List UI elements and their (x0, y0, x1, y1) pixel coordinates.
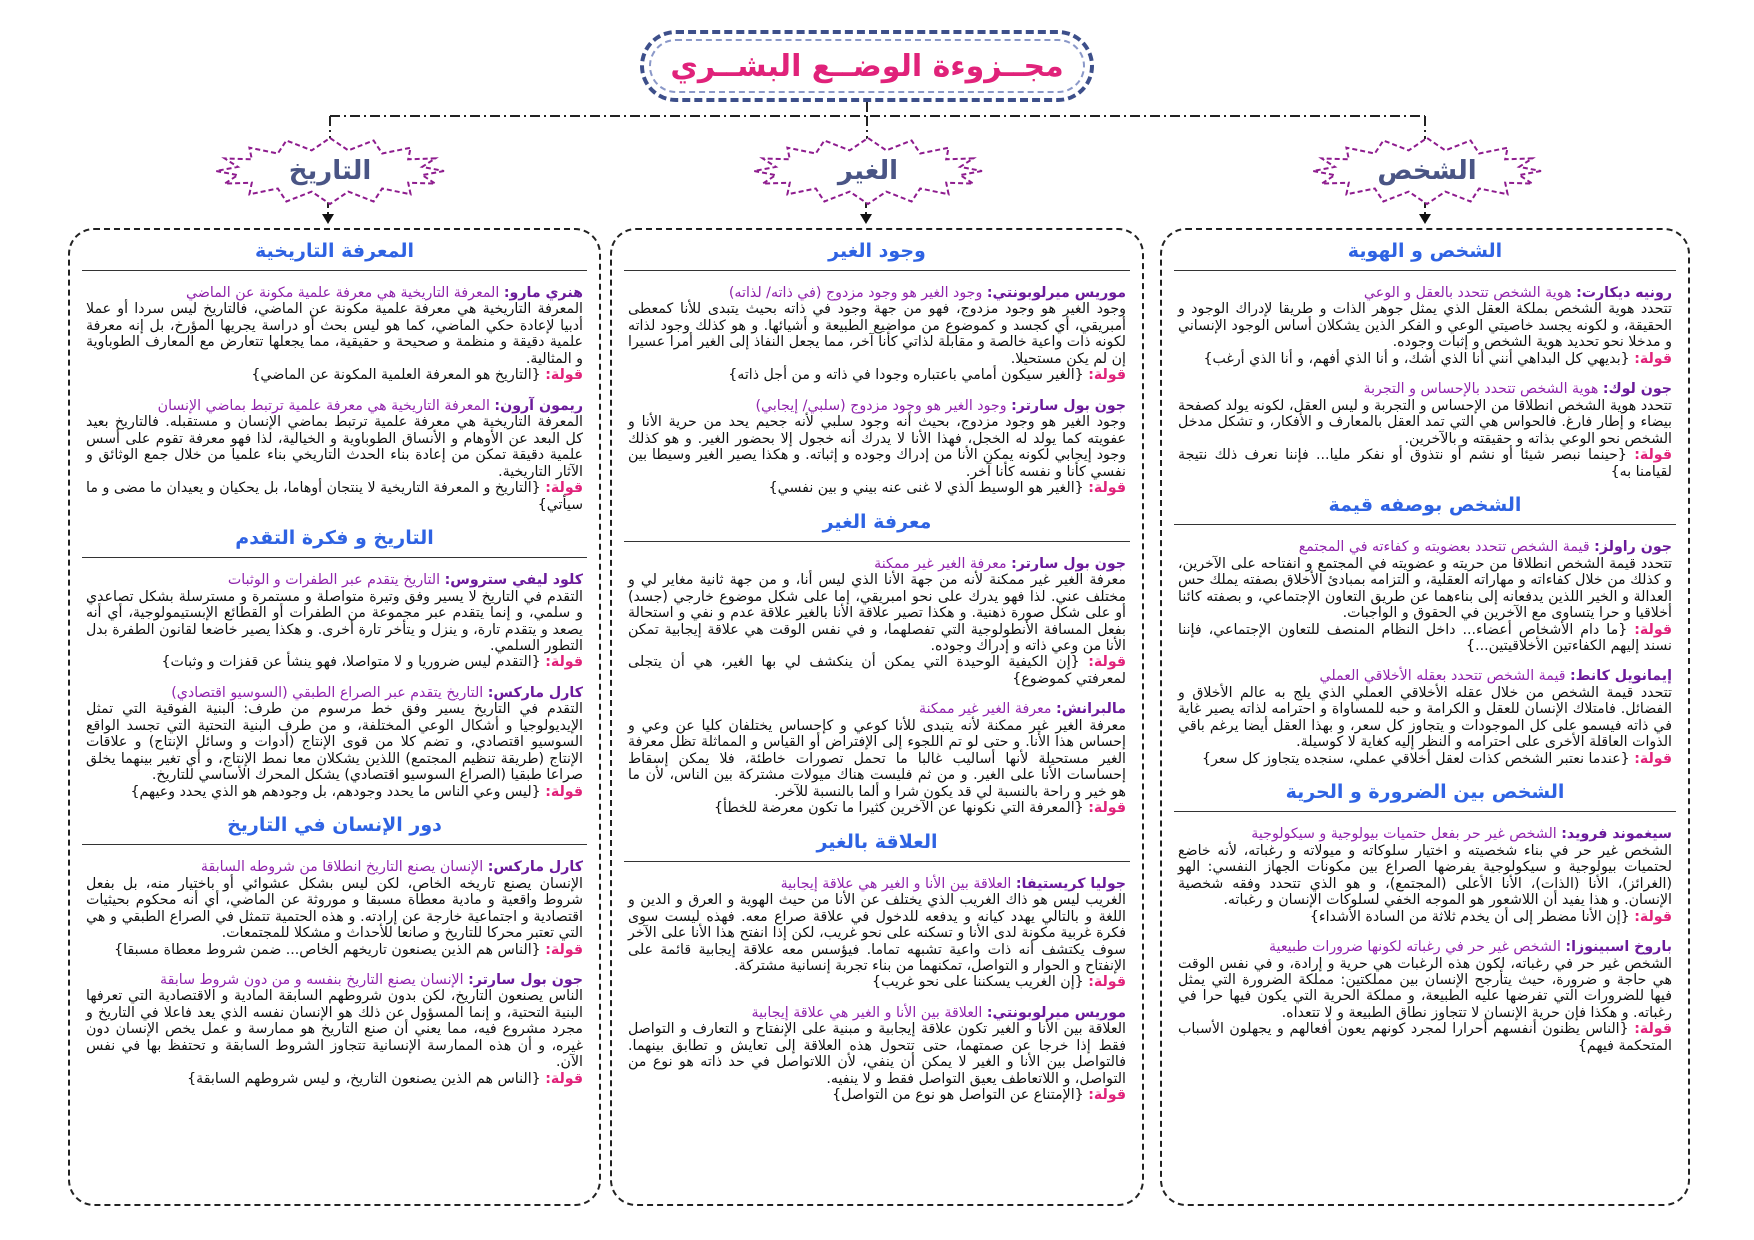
thesis: الشخص غير حر في رغباته لكونها ضرورات طبيعية (1268, 939, 1561, 956)
header-other (752, 136, 984, 206)
explanation: المعرفة التاريخية هي معرفة علمية ترتبط بماضي الإنسان و مستقبله. فالتاريخ بعيد كل البعد عن الأوهام و الأنساق الطوباوية و الخيالية، لذا فهو معرفة تقوم على أسس علمية دقيقة تمكن من إعادة بناء الحدث التاريخي بناء علميا من خلال جمع الوثائق و الآثار التاريخية. (86, 414, 583, 480)
quote-label: قولة: (1088, 654, 1127, 671)
quote-text: {التاريخ هو المعرفة العلمية المكونة عن الماضي} (251, 367, 541, 384)
philosopher-block (1178, 285, 1672, 367)
thesis: الإنسان يصنع التاريخ بنفسه و من دون شروط سابقة (160, 972, 464, 988)
header-history-label: التاريخ (288, 156, 372, 186)
thesis: المعرفة التاريخية هي معرفة علمية مكونة عن الماضي (186, 285, 500, 301)
philosopher-name: مالبرانش: (1056, 701, 1126, 718)
thesis: هوية الشخص تتحدد بالعقل و الوعي (1363, 285, 1572, 301)
thesis: المعرفة التاريخية هي معرفة علمية ترتبط بماضي الإنسان (157, 397, 490, 414)
thesis: هوية الشخص تتحدد بالإحساس و التجربة (1363, 381, 1599, 398)
quote (86, 784, 583, 800)
thesis: وجود الغير هو وجود مزدوج (سلبي/ إيجابي) (755, 397, 1007, 414)
philosopher-name: باروخ اسبينوزا: (1565, 939, 1672, 956)
philosopher-block (86, 972, 583, 1087)
explanation: الشخص غير حر في بناء شخصيته و اختيار سلوكاته و ميولاته و رغباته، لأنه خاضع لحتميات بيولوجية و سيكولوجية يفرضها الصراع بين مكونات الجهاز النفسي: الهو (الغرائز)، الأنا (الذات)، الأنا الأعلى (المجتمع)، و هو الذي تتحدد وفقه شخصية الإنسان. و هذا يفيد أن اللاشعور هو الموجه الخفي لسلوكات الإنسان و رغباته. (1178, 842, 1672, 909)
block-head (628, 285, 1126, 301)
quote (86, 367, 583, 383)
section-title: العلاقة بالغير (624, 831, 1130, 862)
block-head (1178, 381, 1672, 397)
block-head (1178, 939, 1672, 955)
philosopher-block (86, 572, 583, 671)
thesis: الشخص غير حر بفعل حتميات بيولوجية و سيكولوجية (1251, 826, 1557, 843)
quote-text: {ما دام الأشخاص أعضاء... داخل النظام المنصف للتعاون الإجتماعي، فإننا نسند إليهم الكفاءتين الأخلاقيتين...} (1178, 621, 1672, 654)
philosopher-name: جون بول سارتر: (1011, 397, 1126, 414)
section-title: الشخص بين الضرورة و الحرية (1174, 781, 1676, 812)
explanation: التقدم في التاريخ لا يسير وفق وتيرة متواصلة و مستمرة و مسترسلة بشكل تصاعدي و سلمي، و إنما يتقدم عبر مجموعة من الطفرات أو القطائع الإبستيمولوجية، أي أنه يصعد و يتقدم تارة، و ينزل و يتأخر تارة أخرى. و هكذا يصير خاضعا لقانون الطفرة بدل التطور السلمي. (86, 588, 583, 654)
quote-label: قولة: (1634, 1021, 1672, 1038)
quote-label: قولة: (1088, 1087, 1126, 1104)
philosopher-block (628, 556, 1126, 688)
explanation: الشخص غير حر في رغباته، لكون هذه الرغبات هي حرية و إرادة، و في نفس الوقت هي حاجة و ضرورة، حيث يتأرجح الإنسان بين مملكتين: مملكة الضرورة التي يمثل فيها للضرورات التي تفرضها عليه الطبيعة، و مملكة الحرية التي يكون فيها حرا في رغباته. و هكذا فإن حرية الإنسان لا تتجاوز نطاق الطبيعة و لا تتعداه. (1178, 955, 1672, 1021)
block-head (1178, 285, 1672, 301)
block-head (86, 972, 583, 988)
thesis: قيمة الشخص تتحدد بعضويته و كفاءته في المجتمع (1298, 539, 1590, 556)
quote-text: {الناس هم الذين يصنعون تاريخهم الخاص... ضمن شروط معطاة مسبقا} (114, 941, 541, 958)
philosopher-name: كلود ليفي ستروس: (444, 572, 583, 589)
section-title: التاريخ و فكرة التقدم (82, 527, 587, 558)
quote-text: {الإمتناع عن التواصل هو نوع من التواصل} (832, 1087, 1084, 1104)
quote (1178, 447, 1672, 480)
quote-label: قولة: (545, 480, 584, 497)
quote (1178, 1021, 1672, 1054)
thesis: العلاقة بين الأنا و الغير هي علاقة إيجابية (780, 875, 1012, 892)
explanation: وجود الغير هو وجود مزدوج، فهو من جهة وجود في ذاته بحيث يتبدى للأنا كمعطى أمبريقي، أي كجسد و كموضوع من مواضيع الطبيعة و أشيائها. و هو كذلك وجود لذاته لكونه ذات واعية خالصة و مقابلة لذاتي كأنا آخر، مما يجعل النفاذ إلى الغير أمرا عسيرا إن لم يكن مستحيلا. (628, 301, 1126, 367)
quote (1178, 909, 1672, 925)
philosopher-name: رونيه ديكارت: (1576, 285, 1672, 301)
quote (86, 480, 583, 513)
explanation: الناس يصنعون التاريخ، لكن بدون شروطهم السابقة المادية و الاقتصادية التي تعرفها البنية التحتية، و إنما المسؤول عن ذلك هو الإنسان نفسه الذي يعد فاعلا في التاريخ و مجرد مشروع فيه، مما يعني أن صنع التاريخ هو ممارسة و عمل يخص الإنسان دون غيره، و أن هذه الممارسة الإنسانية تتجاوز الشروط السابقة و تحتفظ بها في نفس الآن. (86, 988, 583, 1071)
quote (1178, 351, 1672, 367)
quote (628, 1087, 1126, 1103)
block-head (628, 398, 1126, 414)
quote-text: {الغير سيكون أمامي باعتباره وجودا في ذاته و من أجل ذاته} (728, 367, 1084, 384)
explanation: معرفة الغير غير ممكنة لأنه يتبدى للأنا كوعي و كإحساس يختلفان كليا عن وعي و إحساس هذا الأنا. و حتى لو تم اللجوء إلى الإفتراض أو القياس و المماثلة تظل معرفة الغير مستحيلة لأنها أساليب غالبا ما تحمل تصورات خاطئة، فلا يمكن إسقاط إحساسات الأنا على الغير. و من ثم فليست هناك ميولات مشتركة بين الناس، لأن ما هو خير و راحة بالنسبة لي قد يكون شرا و ألما بالنسبة للآخر. (628, 717, 1126, 800)
philosopher-block (628, 1005, 1126, 1104)
quote-text: {بديهي كل البداهي أنني أنا الذي أشك، و أنا الذي أفهم، و أنا الذي أرغب} (1203, 350, 1630, 367)
explanation: الإنسان يصنع تاريخه الخاص، لكن ليس بشكل عشوائي أو باختيار منه، بل بفعل شروط واقعية و مادية معطاة مسبقا و موروثة عن الماضي، أي أنه محكوم بحيثيات اقتصادية و اجتماعية خارجة عن إرادته. و هذه الحتمية تتمثل في الصراع الطبقي و هي التي تعتبر محركا للتاريخ و صانعا للأحداث و مشكلا للمجتمعات. (86, 875, 583, 942)
philosopher-name: سيغموند فرويد: (1561, 826, 1672, 843)
page-title-box (640, 30, 1094, 102)
quote-label: قولة: (1634, 447, 1672, 464)
philosopher-name: جون راولز: (1594, 539, 1672, 556)
philosopher-name: كارل ماركس: (487, 684, 583, 701)
philosopher-block (86, 285, 583, 384)
quote-label: قولة: (1088, 974, 1126, 991)
quote (1178, 622, 1672, 655)
block-head (628, 876, 1126, 892)
explanation: التقدم في التاريخ يسير وفق خط مرسوم من طرف: البنية الفوقية التي تمثل الإيديولوجيا و أشكال الوعي المختلفة، و من طرف البنية التحتية التي تجسد الواقع السوسيو اقتصادي، و تضم كلا من قوى الإنتاج (أدوات و وسائل الإنتاج) و علاقات الإنتاج (طريقة تنظيم المجتمع) اللذين يشكلان معا نمط الإنتاج، و أي تغير بينهما يخلق صراعا طبقيا (الصراع السوسيو اقتصادي) يشكل المحرك الأساسي للتاريخ. (86, 701, 583, 784)
quote-label: قولة: (1634, 908, 1672, 925)
explanation: الغريب ليس هو ذاك الغريب الذي يختلف عن الأنا من حيث الهوية و العرق و الدين و اللغة و بالتالي يهدد كيانه و يدفعه للدخول في علاقة صراع معه. فهذه ليست سوى فكرة غربية مكونة لدى الأنا و تسكنه على نحو غريب، لكن إذا انفتح هذا الأنا على الآخر سوف يكتشف أنه ذات واعية تشبهه تماما. فيؤسس معه علاقة إيجابية قائمة على الإنفتاح و الحوار و التواصل، تمكنهما من بناء تجربة إنسانية مشتركة. (628, 892, 1126, 974)
quote-text: {الناس يظنون أنفسهم أحرارا لمجرد كونهم يعون أفعالهم و يجهلون الأسباب المتحكمة فيهم} (1178, 1021, 1672, 1054)
header-person (1311, 136, 1543, 206)
explanation: تتحدد قيمة الشخص انطلاقا من حريته و عضويته في المجتمع و انفتاحه على الآخرين، و كذلك من خلال كفاءاته و مهاراته العقلية، و التزامه بمبادئ الأخلاق بصفته يملك حس العدالة و الخير اللذين يدفعانه إلى بناءهما عن طريق التعاون الإجتماعي، و بصفته كائنا أخلاقيا و حرا يتساوى مع الآخرين في الحقوق و الواجبات. (1178, 555, 1672, 622)
quote-text: {التقدم ليس ضروريا و لا متواصلا، فهو ينشأ عن قفزات و وثبات} (161, 654, 541, 671)
quote (1178, 751, 1672, 767)
explanation: معرفة الغير غير ممكنة لأنه من جهة الأنا الذي ليس أنا، و من جهة ثانية مغاير لي و مختلف عني. لذا فهو يدرك على نحو امبريقي، إما على شكل موضوع خارجي (جسد) أو على شكل صورة ذهنية. و هكذا تصير علاقة الأنا بالغير علاقة عدم و نفي و استحالة بفعل المسافة الأنطولوجية التي تفصلهما، و في نفس الوقت هي علاقة إيجابية تمكن الأنا من وعي ذاته و إدراك وجوده. (628, 572, 1126, 654)
quote-text: {إن الغريب يسكننا على نحو غريب} (872, 974, 1084, 991)
explanation: تتحدد هوية الشخص بملكة العقل الذي يمثل جوهر الذات و طريقا لإدراك الوجود و الحقيقة، و لكونه يجسد خاصيتي الوعي و الفكر الذين يشكلان أساس الوجود الإنساني و مدخلا نحو تحديد هوية الشخص و إثبات وجوده. (1178, 301, 1672, 351)
quote-label: قولة: (1088, 800, 1126, 817)
quote-text: {ليس وعي الناس ما يحدد وجودهم، بل وجودهم هو الذي يحدد وعيهم} (130, 783, 541, 800)
explanation: المعرفة التاريخية هي معرفة علمية مكونة عن الماضي، فالتاريخ ليس سردا أو عملا أدبيا لإعادة حكي الماضي، كما هو ليس بحث أو دراسة يجريها المؤرخ، بل إنه معرفة علمية دقيقة و منظمة و صحيحة و حقيقية، مما يجعلها تتعارض مع المعارف الطوباوية و المثالية. (86, 301, 583, 367)
explanation: وجود الغير هو وجود مزدوج، بحيث أنه وجود سلبي لأنه جحيم يحد من حرية الأنا و عفويته كما يولد له الخجل، فهذا الأنا لا يدرك أنه خجول إلا بحضور الغير. و هو كذلك وجود إيجابي لكونه يمكن الأنا من إدراك وجوده و إثباته. و هكذا يصير الغير وسيطا بين نفسي كأنا و نفسه كأنا آخر. (628, 414, 1126, 480)
block-head (86, 572, 583, 588)
block-head (86, 398, 583, 414)
philosopher-block (628, 701, 1126, 816)
section-title: المعرفة التاريخية (82, 240, 587, 271)
quote (86, 942, 583, 958)
thesis: العلاقة بين الأنا و الغير هي علاقة إيجابية (751, 1004, 983, 1021)
header-person-label: الشخص (1377, 156, 1477, 186)
philosopher-name: هنري مارو: (503, 285, 583, 301)
quote-label: قولة: (1088, 367, 1126, 384)
block-head (628, 701, 1126, 717)
quote-label: قولة: (1088, 480, 1126, 497)
quote-text: {إن الأنا مضطر إلى أن يخدم ثلاثة من السادة الأشداء} (1309, 908, 1630, 925)
thesis: الإنسان يصنع التاريخ انطلاقا من شروطه السابقة (200, 859, 484, 876)
column-history (68, 228, 601, 1206)
philosopher-name: جون لوك: (1602, 381, 1672, 398)
block-head (1178, 668, 1672, 684)
header-other-label: الغير (837, 156, 899, 186)
quote-label: قولة: (1634, 350, 1672, 367)
philosopher-name: موريس ميرلوبونتي: (986, 285, 1126, 301)
philosopher-block (628, 285, 1126, 384)
quote (628, 480, 1126, 496)
page-title: مجــزوءة الوضــع البشــري (670, 48, 1064, 84)
philosopher-name: جون بول سارتر: (1011, 555, 1126, 572)
philosopher-block (628, 398, 1126, 497)
block-head (86, 685, 583, 701)
block-head (628, 1005, 1126, 1021)
quote-label: قولة: (545, 1070, 583, 1087)
thesis: التاريخ يتقدم عبر الطفرات و الوثبات (227, 572, 441, 589)
philosopher-block (1178, 826, 1672, 925)
philosopher-block (1178, 539, 1672, 654)
quote-text: {المعرفة التي نكونها عن الآخرين كثيرا ما تكون معرضة للخطأ} (713, 800, 1084, 817)
philosopher-name: إيمانويل كانط: (1570, 668, 1672, 685)
philosopher-block (86, 685, 583, 800)
quote-text: {الغير هو الوسيط الذي لا غنى عنه بيني و بين نفسي} (768, 480, 1084, 497)
explanation: تتحدد قيمة الشخص من خلال عقله الأخلاقي العملي الذي يلج به عالم الأخلاق و الفضائل. فامتلاك الإنسان للعقل و الكرامة و حبه للمساواة و احترامه لذاته يصير غاية في ذاته فيسمو على كل الموجودات و يتجاوز كل سعر، و بهذا العقل أيضا يرغم باقي الذوات العاقلة الأخرى على احترامه و النظر إليه كغاية لا كوسيلة. (1178, 684, 1672, 751)
quote (628, 654, 1126, 687)
quote (86, 1071, 583, 1087)
thesis: معرفة الغير غير ممكنة (919, 701, 1052, 718)
philosopher-block (1178, 939, 1672, 1054)
quote-label: قولة: (545, 654, 583, 671)
quote-label: قولة: (545, 783, 583, 800)
thesis: معرفة الغير غير ممكنة (874, 555, 1007, 572)
philosopher-name: كارل ماركس: (487, 859, 583, 876)
quote-text: {التاريخ و المعرفة التاريخية لا ينتجان أوهاما، بل يحكيان و يعيدان ما مضى و ما سيأتي} (86, 480, 583, 513)
quote-label: قولة: (545, 367, 583, 384)
thesis: وجود الغير هو وجود مزدوج (في ذاته/ لذاته) (728, 285, 983, 301)
quote-label: قولة: (1634, 750, 1672, 767)
quote-text: {عندما نعتبر الشخص كذات لعقل أخلاقي عملي، سنجده يتجاوز كل سعر} (1201, 750, 1630, 767)
section-title: دور الإنسان في التاريخ (82, 814, 587, 845)
block-head (1178, 539, 1672, 555)
philosopher-name: جوليا كريستيفا: (1015, 875, 1126, 892)
thesis: قيمة الشخص تتحدد بعقله الأخلاقي العملي (1319, 668, 1566, 685)
section-title: معرفة الغير (624, 511, 1130, 542)
column-other (610, 228, 1144, 1206)
section-title: الشخص بوصفه قيمة (1174, 494, 1676, 525)
quote (628, 367, 1126, 383)
philosopher-name: ريمون آرون: (494, 397, 583, 414)
quote-label: قولة: (1634, 621, 1673, 638)
quote (628, 800, 1126, 816)
philosopher-block (86, 398, 583, 513)
quote (628, 974, 1126, 990)
block-head (1178, 826, 1672, 842)
block-head (86, 859, 583, 875)
block-head (86, 285, 583, 301)
explanation: تتحدد هوية الشخص انطلاقا من الإحساس و التجربة و ليس العقل، لكونه يولد كصفحة بيضاء و إطار فارغ. فالحواس هي التي تمد العقل بالمعارف و الأفكار، و تشكل مدخل الشخص نحو الوعي بذاته و حقيقته و بالآخرين. (1178, 397, 1672, 447)
explanation: العلاقة بين الأنا و الغير تكون علاقة إيجابية و مبنية على الإنفتاح و التعارف و التواصل فقط إذا خرجا عن صمتهما، حتى تتحول هذه العلاقة إلى تعايش و تطابق بينهما. فالتواصل بين الأنا و الغير لا يمكن أن ينفي، لأن اللاتواصل في حد ذاته هو نوع من التواصل، و اللاتعاطف يعيق التواصل فقط و لا ينفيه. (628, 1021, 1126, 1087)
quote-label: قولة: (545, 941, 583, 958)
quote-text: {الناس هم الذين يصنعون التاريخ، و ليس شروطهم السابقة} (187, 1070, 541, 1087)
block-head (628, 556, 1126, 572)
philosopher-block (628, 876, 1126, 991)
philosopher-block (1178, 381, 1672, 480)
section-title: وجود الغير (624, 240, 1130, 271)
philosopher-block (86, 859, 583, 958)
philosopher-name: جون بول سارتر: (468, 972, 583, 988)
philosopher-block (1178, 668, 1672, 767)
quote-text: {إن الكيفية الوحيدة التي يمكن أن ينكشف لي بها الغير، هي أن يتجلى لمعرفتي كموضوع} (628, 654, 1126, 687)
section-title: الشخص و الهوية (1174, 240, 1676, 271)
quote (86, 654, 583, 670)
philosopher-name: موريس ميرلوبونتي: (986, 1004, 1126, 1021)
column-person (1160, 228, 1690, 1206)
quote-text: {حينما نبصر شيئا أو نشم أو نتذوق أو نفكر مليا... فإننا نعرف ذلك نتيجة لقيامنا به} (1178, 447, 1672, 480)
thesis: التاريخ يتقدم عبر الصراع الطبقي (السوسيو اقتصادي) (171, 684, 484, 701)
header-history (214, 136, 446, 206)
